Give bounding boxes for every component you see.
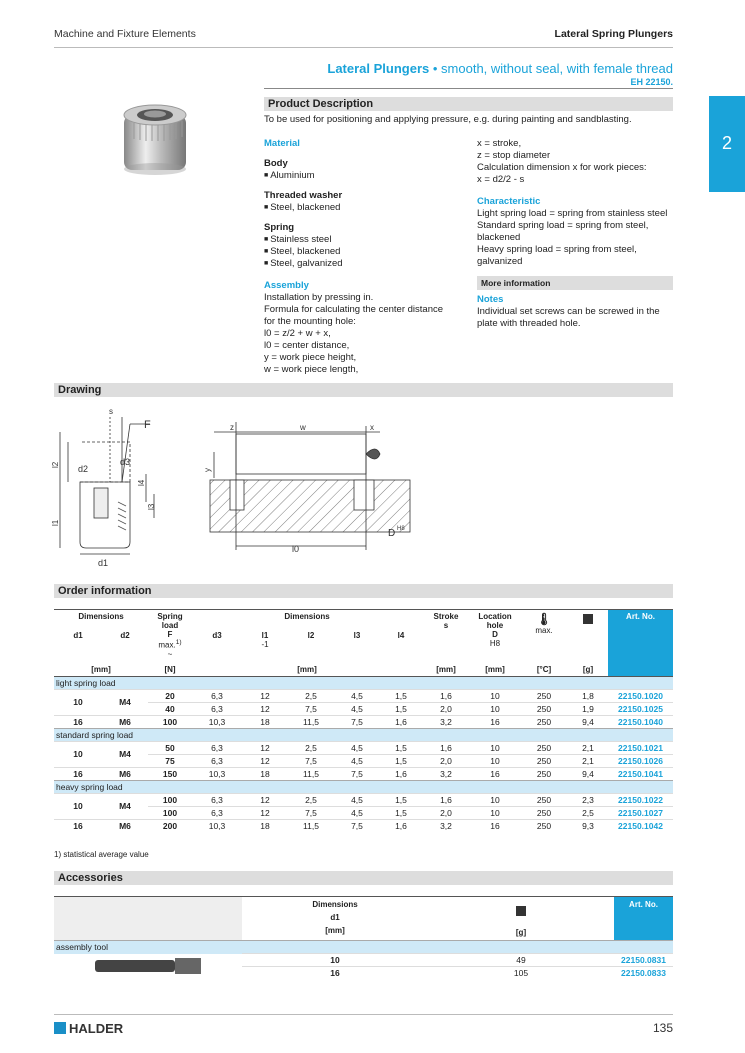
characteristic-line: Light spring load = spring from stainless steel [477, 208, 668, 219]
cell-l3: 4,5 [334, 806, 380, 819]
formula-line: x = d2/2 - s [477, 174, 525, 185]
cell-s: 3,2 [422, 767, 470, 780]
cell-D: 10 [470, 741, 520, 754]
cell-l4: 1,5 [380, 754, 422, 767]
table-row [54, 689, 673, 702]
col-weight [568, 610, 608, 661]
col-l3: l3 [334, 629, 380, 661]
assembly-line: Installation by pressing in. [264, 292, 374, 303]
cell-s: 2,0 [422, 702, 470, 715]
cell-d3: 6,3 [192, 702, 242, 715]
cell-art-no[interactable]: 22150.1022 [608, 793, 673, 806]
thermometer-icon: 🌡 [536, 612, 552, 626]
cell-d1: 10 [54, 741, 102, 767]
acc-group-label: assembly tool [54, 941, 673, 954]
unit-mm: [mm] [422, 661, 470, 677]
assembly-heading: Assembly [264, 280, 309, 291]
cell-d2: M6 [102, 715, 148, 728]
cell-g: 2,1 [568, 754, 608, 767]
unit-mm: [mm] [470, 661, 520, 677]
chapter-tab[interactable]: 2 [709, 96, 745, 192]
product-description-heading: Product Description [264, 97, 673, 111]
cell-l1: 12 [242, 793, 288, 806]
cell-l1: 18 [242, 767, 288, 780]
unit-g: [g] [568, 661, 608, 677]
body-label: Body [264, 158, 288, 169]
cell-s: 3,2 [422, 715, 470, 728]
assembly-line: w = work piece length, [264, 364, 359, 375]
cell-l4: 1,6 [380, 715, 422, 728]
cell-l1: 12 [242, 741, 288, 754]
col-stroke: Stroke s [422, 610, 470, 661]
notes-text: Individual set screws can be screwed in the plate with threaded hole. [477, 306, 660, 329]
acc-image-col [54, 897, 242, 941]
assembly-line: l0 = center distance, [264, 340, 350, 351]
cell-l4: 1,6 [380, 819, 422, 832]
group-label: heavy spring load [54, 780, 673, 793]
unit-mm: [mm] [54, 661, 148, 677]
order-heading: Order information [54, 584, 673, 598]
cell-art-no[interactable]: 22150.1020 [608, 689, 673, 702]
cell-l1: 12 [242, 806, 288, 819]
cell-g: 9,3 [568, 819, 608, 832]
assembly-tool-image [93, 957, 203, 975]
col-l2: l2 [288, 629, 334, 661]
formula-line: z = stop diameter [477, 150, 551, 161]
cell-s: 1,6 [422, 689, 470, 702]
cell-F: 100 [148, 806, 192, 819]
weight-icon [583, 614, 593, 624]
col-d2: d2 [102, 629, 148, 661]
cell-t: 250 [520, 819, 568, 832]
cell-d2: M6 [102, 767, 148, 780]
cell-d3: 6,3 [192, 793, 242, 806]
cell-d2: M4 [102, 689, 148, 715]
cell-d3: 6,3 [192, 689, 242, 702]
cell-l2: 2,5 [288, 793, 334, 806]
unit-art [608, 661, 673, 677]
cell-t: 250 [520, 793, 568, 806]
unit-N: [N] [148, 661, 192, 677]
cell-t: 250 [520, 715, 568, 728]
material-heading: Material [264, 138, 300, 149]
spring-item: ■ Stainless steel [264, 234, 474, 246]
label-F: F [144, 419, 151, 431]
characteristic-line: Standard spring load = spring from steel, blackened [477, 220, 649, 243]
cell-l3: 7,5 [334, 819, 380, 832]
cell-l2: 2,5 [288, 741, 334, 754]
label-D: D [388, 528, 396, 539]
cell-t: 250 [520, 767, 568, 780]
cell-F: 100 [148, 793, 192, 806]
unit-C: [°C] [520, 661, 568, 677]
tool-image [54, 954, 242, 980]
cell-D: 10 [470, 793, 520, 806]
cell-D: 16 [470, 767, 520, 780]
cell-F: 75 [148, 754, 192, 767]
header-category: Machine and Fixture Elements [54, 28, 196, 40]
label-d2: d2 [78, 464, 89, 474]
cell-l1: 12 [242, 754, 288, 767]
spring-item: ■ Steel, galvanized [264, 258, 474, 270]
cell-g: 2,5 [568, 806, 608, 819]
acc-col-dimensions: Dimensions d1 [mm] [312, 900, 358, 935]
cell-art-no[interactable]: 22150.1042 [608, 819, 673, 832]
cell-s: 2,0 [422, 806, 470, 819]
characteristic-heading: Characteristic [477, 196, 541, 207]
table-row [54, 715, 673, 728]
cell-d1: 16 [54, 715, 102, 728]
cell-t: 250 [520, 741, 568, 754]
header-divider [54, 47, 673, 48]
title-divider [264, 88, 673, 89]
cell-F: 20 [148, 689, 192, 702]
assembly-section-view [210, 422, 410, 550]
cell-l2: 7,5 [288, 702, 334, 715]
assembly-line: Formula for calculating the center distance [264, 304, 444, 315]
cell-d2: M4 [102, 793, 148, 819]
cell-l3: 4,5 [334, 689, 380, 702]
washer-item: ■ Steel, blackened [264, 202, 474, 214]
product-description-text: To be used for positioning and applying pressure, e.g. during painting and sandblasting. [264, 114, 632, 125]
accessories-table [54, 896, 673, 980]
cell-D: 10 [470, 806, 520, 819]
cell-d3: 10,3 [192, 715, 242, 728]
spring-label: Spring [264, 222, 295, 233]
col-spring-load: Spring load F max.$^{1)}$ ~ [148, 610, 192, 661]
cell-l2: 11,5 [288, 819, 334, 832]
material-column [264, 128, 474, 376]
page-number: 135 [652, 1021, 673, 1035]
cell-d1: 10 [54, 793, 102, 819]
cell-d3: 10,3 [192, 819, 242, 832]
col-dimensions-2: Dimensions [192, 610, 422, 629]
label-l4: l4 [137, 479, 146, 486]
cell-d3: 6,3 [192, 741, 242, 754]
notes-heading: Notes [477, 294, 504, 305]
cell-d1: 16 [54, 819, 102, 832]
cell-l2: 7,5 [288, 754, 334, 767]
cell-D: 16 [470, 715, 520, 728]
characteristic-line: Heavy spring load = spring from steel, galvanized [477, 244, 637, 267]
product-photo [112, 97, 197, 177]
cell-F: 100 [148, 715, 192, 728]
col-dimensions: Dimensions [54, 610, 148, 629]
cell-l1: 18 [242, 819, 288, 832]
cell-l2: 11,5 [288, 767, 334, 780]
header-section: Lateral Spring Plungers [554, 28, 673, 40]
table-row [54, 819, 673, 832]
order-table [54, 609, 673, 832]
cell-d3: 6,3 [192, 754, 242, 767]
cell-g: 2,3 [568, 793, 608, 806]
cell-l1: 18 [242, 715, 288, 728]
label-w: w [300, 423, 306, 432]
assembly-line: for the mounting hole: [264, 316, 356, 327]
label-l0: l0 [292, 544, 300, 554]
acc-d1: 16 [242, 967, 428, 980]
cell-g: 9,4 [568, 715, 608, 728]
col-d3: d3 [192, 629, 242, 661]
cell-d2: M6 [102, 819, 148, 832]
table-row [54, 741, 673, 754]
cell-D: 10 [470, 754, 520, 767]
cell-g: 9,4 [568, 767, 608, 780]
col-d1: d1 [54, 629, 102, 661]
label-x: x [370, 423, 374, 432]
cell-l3: 4,5 [334, 741, 380, 754]
cell-t: 250 [520, 806, 568, 819]
col-art-no: Art. No. [608, 610, 673, 661]
cell-art-no[interactable]: 22150.1021 [608, 741, 673, 754]
cell-D: 10 [470, 689, 520, 702]
label-y: y [203, 468, 212, 472]
cell-d3: 10,3 [192, 767, 242, 780]
label-l3: l3 [147, 503, 156, 510]
cell-l3: 7,5 [334, 715, 380, 728]
cell-art-no[interactable]: 22150.1026 [608, 754, 673, 767]
label-z: z [230, 423, 234, 432]
group-label: light spring load [54, 676, 673, 689]
table-row [54, 793, 673, 806]
more-info-heading: More information [477, 276, 673, 290]
cell-l1: 12 [242, 702, 288, 715]
cell-F: 150 [148, 767, 192, 780]
cell-D: 16 [470, 819, 520, 832]
table-row [54, 767, 673, 780]
label-d1: d1 [98, 558, 109, 568]
label-l1: l1 [51, 519, 60, 526]
cell-F: 200 [148, 819, 192, 832]
label-s: s [109, 407, 113, 416]
acc-col-art-no: Art. No. [614, 897, 673, 941]
acc-art-no[interactable]: 22150.0831 [614, 954, 673, 967]
washer-label: Threaded washer [264, 190, 343, 201]
weight-icon [516, 906, 526, 916]
acc-art-no[interactable]: 22150.0833 [614, 967, 673, 980]
col-temperature: 🌡 max. [520, 610, 568, 661]
halder-logo: HALDER [54, 1021, 123, 1036]
col-l1: l1 -1 [242, 629, 288, 661]
cell-l4: 1,5 [380, 793, 422, 806]
spring-item: ■ Steel, blackened [264, 246, 474, 258]
footnote: 1) statistical average value [54, 850, 149, 859]
cell-l4: 1,5 [380, 689, 422, 702]
unit-mm: [mm] [192, 661, 422, 677]
logo-icon [54, 1022, 66, 1034]
table-row [54, 954, 673, 967]
cell-F: 40 [148, 702, 192, 715]
cell-art-no[interactable]: 22150.1041 [608, 767, 673, 780]
footer-divider [54, 1014, 673, 1015]
cell-g: 1,9 [568, 702, 608, 715]
col-l4: l4 [380, 629, 422, 661]
cell-t: 250 [520, 689, 568, 702]
cell-art-no[interactable]: 22150.1025 [608, 702, 673, 715]
cell-s: 1,6 [422, 741, 470, 754]
cell-art-no[interactable]: 22150.1040 [608, 715, 673, 728]
cell-l3: 4,5 [334, 793, 380, 806]
cell-s: 1,6 [422, 793, 470, 806]
accessories-heading: Accessories [54, 871, 673, 885]
cell-t: 250 [520, 702, 568, 715]
cell-l3: 4,5 [334, 702, 380, 715]
technical-drawing [51, 402, 454, 577]
cell-d3: 6,3 [192, 806, 242, 819]
cell-D: 10 [470, 702, 520, 715]
cell-d1: 10 [54, 689, 102, 715]
cell-l4: 1,5 [380, 741, 422, 754]
acc-weight: 49 [428, 954, 614, 967]
cell-l2: 7,5 [288, 806, 334, 819]
cell-l4: 1,5 [380, 702, 422, 715]
cell-s: 2,0 [422, 754, 470, 767]
drawing-heading: Drawing [54, 383, 673, 397]
cell-d1: 16 [54, 767, 102, 780]
label-H8: H8 [397, 526, 405, 532]
col-location-hole: Location hole D H8 [470, 610, 520, 661]
cell-l4: 1,6 [380, 767, 422, 780]
cell-l2: 11,5 [288, 715, 334, 728]
cell-l4: 1,5 [380, 806, 422, 819]
cell-l2: 2,5 [288, 689, 334, 702]
cell-l3: 7,5 [334, 767, 380, 780]
body-item: ■ Aluminium [264, 170, 474, 182]
cell-g: 2,1 [568, 741, 608, 754]
cell-s: 3,2 [422, 819, 470, 832]
info-column [477, 138, 673, 330]
label-d3: d3 [120, 457, 131, 467]
cell-F: 50 [148, 741, 192, 754]
acc-col-weight: [g] [428, 897, 614, 941]
formula-line: Calculation dimension x for work pieces: [477, 162, 647, 173]
formula-line: x = stroke, [477, 138, 522, 149]
assembly-line: y = work piece height, [264, 352, 357, 363]
cell-art-no[interactable]: 22150.1027 [608, 806, 673, 819]
label-l2: l2 [51, 461, 60, 468]
acc-d1: 10 [242, 954, 428, 967]
product-code: EH 22150. [630, 77, 673, 87]
cell-l3: 4,5 [334, 754, 380, 767]
cell-l1: 12 [242, 689, 288, 702]
acc-weight: 105 [428, 967, 614, 980]
assembly-line: l0 = z/2 + w + x, [264, 328, 331, 339]
cell-g: 1,8 [568, 689, 608, 702]
cell-t: 250 [520, 754, 568, 767]
group-label: standard spring load [54, 728, 673, 741]
cell-d2: M4 [102, 741, 148, 767]
page-title: Lateral Plungers • smooth, without seal, with female thread [327, 61, 673, 76]
